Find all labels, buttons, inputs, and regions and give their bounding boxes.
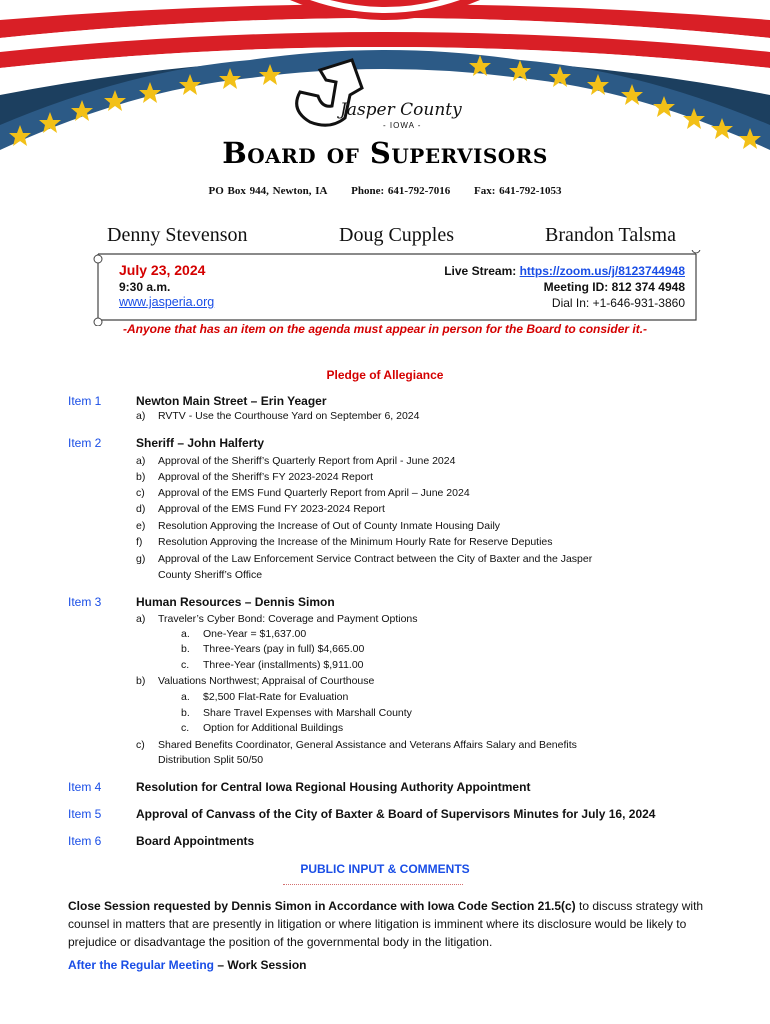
- dial-in: Dial In: +1-646-931-3860: [551, 296, 685, 310]
- sub-text: Approval of the Sheriff’s Quarterly Report from April - June 2024: [158, 455, 456, 467]
- closed-session-paragraph: [68, 897, 708, 951]
- subsub-text: One-Year = $1,637.00: [203, 628, 307, 640]
- live-stream-label: Live Stream:: [444, 264, 520, 278]
- agenda-notice: -Anyone that has an item on the agenda must appear in person for the Board to consider it.-: [122, 322, 648, 336]
- member-name: Denny Stevenson: [107, 224, 248, 246]
- subsub-text: Three-Years (pay in full) $4,665.00: [203, 643, 365, 655]
- item-title: Sheriff – John Halferty: [136, 436, 265, 450]
- sub-letter: a): [136, 410, 146, 422]
- item-label: Item 6: [68, 834, 102, 848]
- public-input-heading: PUBLIC INPUT & COMMENTS: [300, 862, 470, 876]
- item-label: Item 2: [68, 436, 102, 450]
- sub-text: RVTV - Use the Courthouse Yard on September 6, 2024: [158, 410, 420, 422]
- sub-letter: e): [136, 520, 146, 532]
- sub-letter: a): [136, 613, 146, 625]
- sub-letter: a): [136, 455, 146, 467]
- live-stream-link[interactable]: https://zoom.us/j/8123744948: [519, 264, 685, 278]
- item-title: Approval of Canvass of the City of Baxter & Board of Supervisors Minutes for July 16, 2024: [136, 807, 656, 821]
- sub-text: Approval of the EMS Fund Quarterly Report from April – June 2024: [158, 487, 470, 499]
- sub-letter: d): [136, 503, 146, 515]
- sub-letter: c): [136, 487, 145, 499]
- item-title: Newton Main Street – Erin Yeager: [136, 394, 327, 408]
- sub-text: Resolution Approving the Increase of the Minimum Hourly Rate for Reserve Deputies: [158, 536, 553, 548]
- page-title: Board of Supervisors: [222, 136, 548, 170]
- sub-text: Valuations Northwest; Appraisal of Courthouse: [158, 675, 375, 687]
- fax: Fax: 641-792-1053: [474, 185, 562, 197]
- logo-state: - IOWA -: [383, 121, 422, 130]
- item-label: Item 1: [68, 394, 102, 408]
- closed-session-text: to discuss strategy with counsel in matters that are presently in litigation or where litigation is imminent where its disclosure would be likely to prejudice or disadvantage the position of the governmental body in the litigation.: [68, 899, 704, 949]
- after-meeting-text: – Work Session: [214, 958, 307, 972]
- subsub-text: $2,500 Flat-Rate for Evaluation: [203, 691, 349, 703]
- subsub-letter: a.: [181, 628, 190, 640]
- closed-session-bold: Close Session requested by Dennis Simon in Accordance with Iowa Code Section 21.5(c): [68, 899, 576, 913]
- subsub-text: Option for Additional Buildings: [203, 722, 344, 734]
- after-meeting-label: After the Regular Meeting: [68, 958, 215, 972]
- subsub-letter: a.: [181, 691, 190, 703]
- meeting-time: 9:30 a.m.: [119, 280, 171, 294]
- subsub-letter: b.: [181, 707, 190, 719]
- sub-text: Traveler’s Cyber Bond: Coverage and Payment Options: [158, 613, 418, 625]
- sub-text-continued: County Sheriff’s Office: [158, 569, 263, 581]
- meeting-date: July 23, 2024: [119, 262, 206, 278]
- member-name: Brandon Talsma: [545, 224, 676, 246]
- meeting-id: Meeting ID: 812 374 4948: [543, 280, 685, 294]
- item-label: Item 4: [68, 780, 102, 794]
- website-link[interactable]: www.jasperia.org: [119, 295, 215, 309]
- sub-letter: b): [136, 675, 146, 687]
- sub-text: Approval of the Sheriff’s FY 2023-2024 Report: [158, 471, 373, 483]
- sub-letter: c): [136, 739, 145, 751]
- live-stream: [444, 264, 685, 278]
- sub-text: Approval of the EMS Fund FY 2023-2024 Report: [158, 503, 385, 515]
- item-label: Item 5: [68, 807, 102, 821]
- item-title: Board Appointments: [136, 834, 255, 848]
- subsub-letter: b.: [181, 643, 190, 655]
- sub-text: Resolution Approving the Increase of Out of County Inmate Housing Daily: [158, 520, 501, 532]
- sub-text: Shared Benefits Coordinator, General Assistance and Veterans Affairs Salary and Benefits: [158, 739, 577, 751]
- sub-letter: f): [136, 536, 143, 548]
- item-title: Human Resources – Dennis Simon: [136, 595, 335, 609]
- divider: [283, 884, 463, 885]
- contact-line: [0, 185, 770, 197]
- subsub-letter: c.: [181, 722, 190, 734]
- sub-letter: g): [136, 553, 146, 565]
- member-name: Doug Cupples: [339, 224, 454, 246]
- item-label: Item 3: [68, 595, 102, 609]
- after-meeting: [68, 958, 307, 972]
- subsub-text: Share Travel Expenses with Marshall County: [203, 707, 412, 719]
- item-title: Resolution for Central Iowa Regional Housing Authority Appointment: [136, 780, 531, 794]
- sub-text: Approval of the Law Enforcement Service Contract between the City of Baxter and the Jasper: [158, 553, 593, 565]
- phone: Phone: 641-792-7016: [351, 185, 451, 197]
- subsub-text: Three-Year (installments) $,911.00: [203, 659, 364, 671]
- po-box: PO Box 944, Newton, IA: [208, 185, 328, 197]
- logo-county-name: Jasper County: [340, 100, 462, 120]
- subsub-letter: c.: [181, 659, 190, 671]
- sub-letter: b): [136, 471, 146, 483]
- pledge-heading: Pledge of Allegiance: [326, 368, 444, 382]
- sub-text-continued: Distribution Split 50/50: [158, 754, 264, 766]
